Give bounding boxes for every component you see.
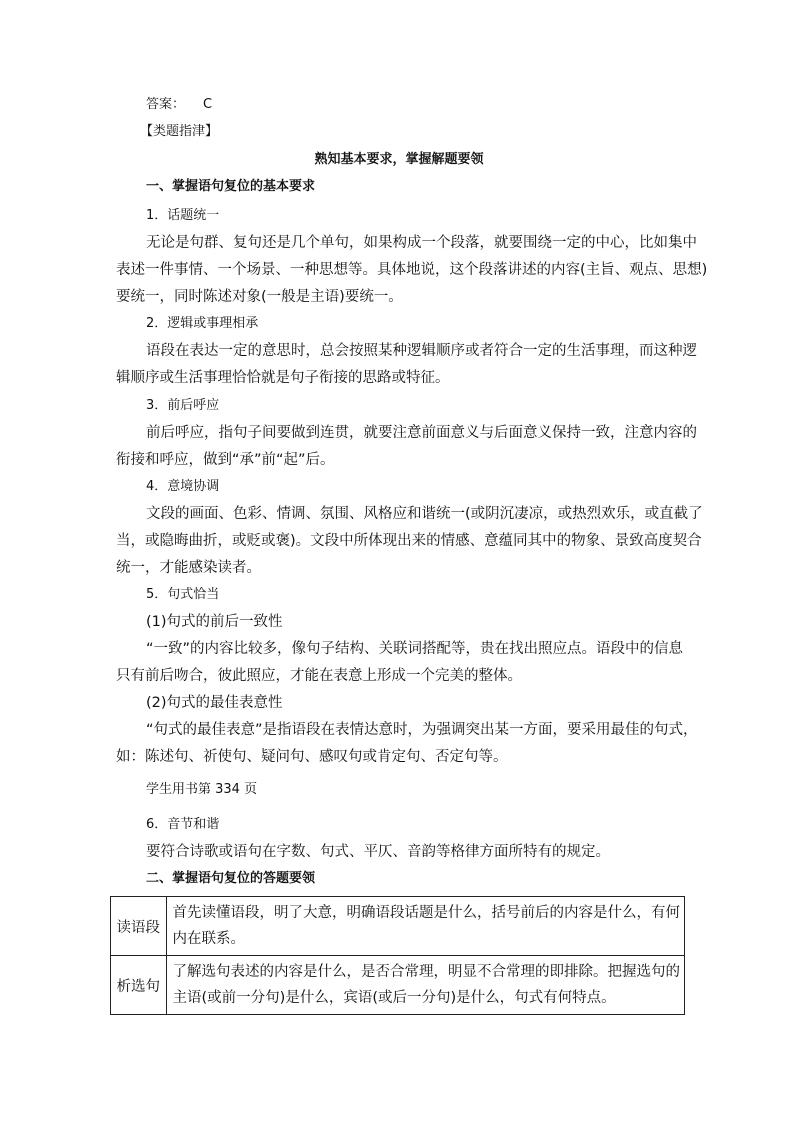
- paragraph-line: 表述一件事情、一个场景、一种思想等。具体地说，这个段落讲述的内容(主旨、观点、思想): [116, 262, 708, 278]
- sub-heading: (2)句式的最佳表意性: [146, 695, 283, 711]
- paragraph-line: 文段的画面、色彩、情调、氛围、风格应和谐统一(或阴沉凄凉，或热烈欢乐，或直截了: [146, 506, 703, 522]
- table-row: [111, 956, 685, 1015]
- paragraph-line: 只有前后吻合，彼此照应，才能在表意上形成一个完美的整体。: [116, 668, 522, 684]
- table-row-label: 读语段: [111, 897, 167, 956]
- section-tag: 【类题指津】: [140, 124, 219, 139]
- page-reference: 学生用书第 334 页: [146, 782, 258, 797]
- item-heading: 2．逻辑或事理相承: [146, 316, 259, 331]
- sub-heading: (1)句式的前后一致性: [146, 614, 283, 630]
- paragraph-line: 要符合诗歌或语句在字数、句式、平仄、音韵等格律方面所特有的规定。: [146, 844, 610, 860]
- paragraph-line: “一致”的内容比较多，像句子结构、关联词搭配等，贵在找出照应点。语段中的信息: [146, 641, 684, 657]
- paragraph-line: 当，或隐晦曲折，或贬或褒)。文段中所体现出来的情感、意蕴同其中的物象、景致高度契合: [116, 533, 702, 549]
- item-heading: 4．意境协调: [146, 479, 220, 494]
- answer-steps-table: [110, 896, 685, 1015]
- paragraph-line: 衔接和呼应，做到“承”前“起”后。: [116, 452, 335, 468]
- paragraph-line: 语段在表达一定的意思时，总会按照某种逻辑顺序或者符合一定的生活事理，而这种逻: [146, 343, 697, 359]
- paragraph-line: 统一，才能感染读者。: [116, 560, 261, 576]
- item-heading: 3．前后呼应: [146, 398, 220, 413]
- table-cell-line: 首先读懂语段，明了大意，明确语段话题是什么，括号前后的内容是什么，有何: [172, 905, 680, 921]
- paragraph-line: 无论是句群、复句还是几个单句，如果构成一个段落，就要围绕一定的中心，比如集中: [146, 235, 697, 251]
- section-title: 熟知基本要求，掌握解题要领: [314, 152, 484, 167]
- item-heading: 5．句式恰当: [146, 587, 220, 602]
- table-row: [111, 897, 685, 956]
- paragraph-line: 要统一，同时陈述对象(一般是主语)要统一。: [116, 289, 403, 305]
- table-row-content: [166, 897, 685, 956]
- table-cell-line: 主语(或前一分句)是什么，宾语(或后一分句)是什么，句式有何特点。: [172, 990, 616, 1006]
- paragraph-line: 辑顺序或生活事理恰恰就是句子衔接的思路或特征。: [116, 370, 450, 386]
- paragraph-line: 如：陈述句、祈使句、疑问句、感叹句或肯定句、否定句等。: [116, 749, 508, 765]
- table-cell-line: 内在联系。: [172, 931, 245, 947]
- table-row-label: 析选句: [111, 956, 167, 1015]
- part1-heading: 一、掌握语句复位的基本要求: [146, 179, 316, 194]
- paragraph-line: “句式的最佳表意”是指语段在表情达意时，为强调突出某一方面，要采用最佳的句式，: [146, 722, 698, 738]
- item-heading: 6．音节和谐: [146, 817, 220, 832]
- paragraph-line: 前后呼应，指句子间要做到连贯，就要注意前面意义与后面意义保持一致，注意内容的: [146, 425, 697, 441]
- part2-heading: 二、掌握语句复位的答题要领: [146, 871, 316, 886]
- table-cell-line: 了解选句表述的内容是什么，是否合常理，明显不合常理的即排除。把握选句的: [172, 964, 680, 980]
- answer-line: [146, 95, 682, 115]
- answer-value: C: [203, 97, 213, 112]
- item-heading: 1．话题统一: [146, 208, 220, 223]
- answer-label: 答案：: [146, 97, 186, 112]
- table-row-content: [166, 956, 685, 1015]
